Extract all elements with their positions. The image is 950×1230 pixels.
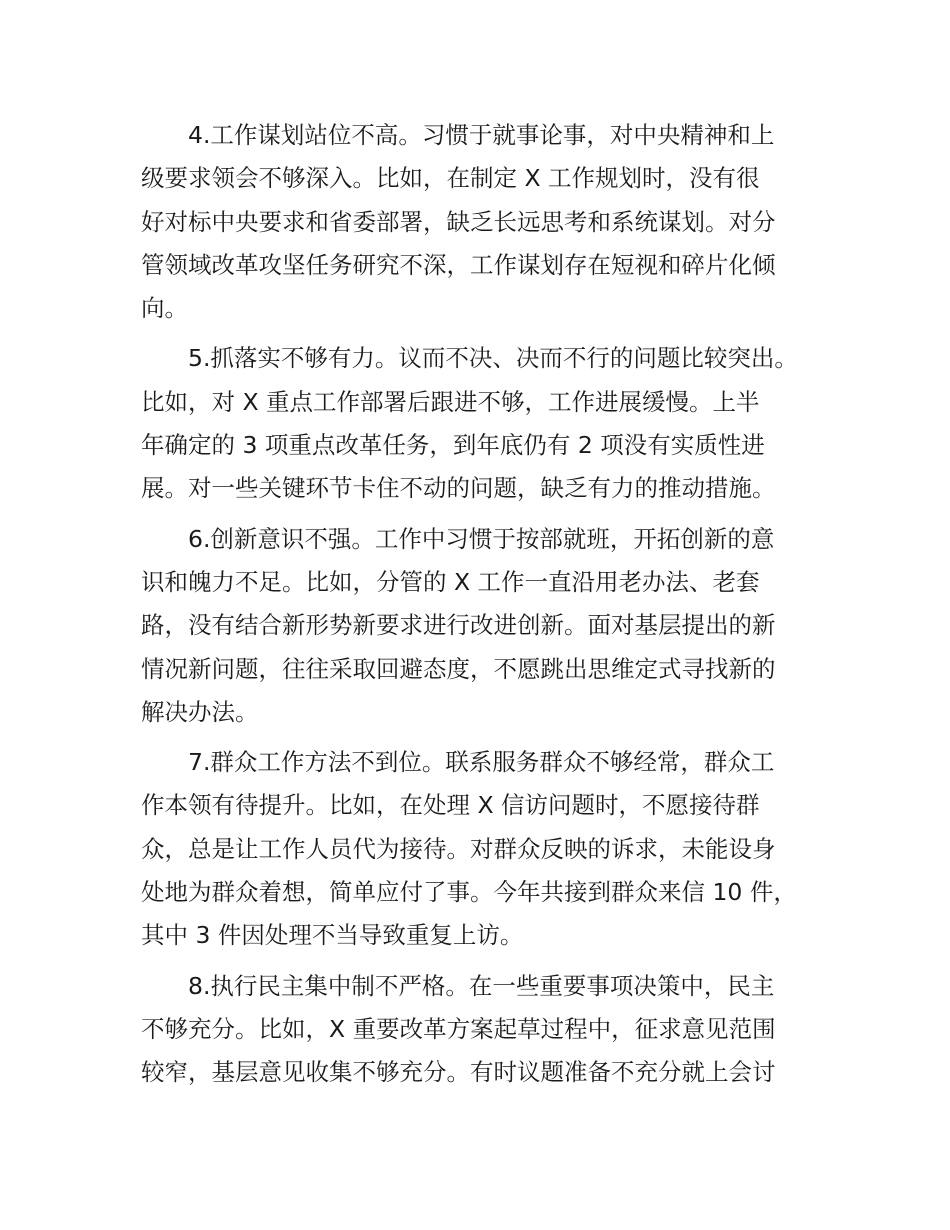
paragraph-4 [141, 114, 831, 330]
paragraph-8 [141, 965, 831, 1095]
text-line: 识和魄力不足。比如，分管的 X 工作一直沿用老办法、老套 [141, 567, 760, 596]
text-line: 情况新问题，往往采取回避态度，不愿跳出思维定式寻找新的 [141, 654, 776, 683]
text-line: 路，没有结合新形势新要求进行改进创新。面对基层提出的新 [141, 611, 776, 640]
paragraph-6 [141, 518, 831, 734]
text-line: 好对标中央要求和省委部署，缺乏长远思考和系统谋划。对分 [141, 207, 776, 236]
text-line: 其中 3 件因处理不当导致重复上访。 [141, 921, 524, 950]
text-line: 6.创新意识不强。工作中习惯于按部就班，开拓创新的意 [188, 524, 775, 553]
text-line: 解决办法。 [141, 697, 259, 726]
text-line: 众，总是让工作人员代为接待。对群众反映的诉求，未能设身 [141, 834, 776, 863]
text-line: 8.执行民主集中制不严格。在一些重要事项决策中，民主 [188, 971, 775, 1000]
text-line: 级要求领会不够深入。比如，在制定 X 工作规划时，没有很 [141, 164, 760, 193]
text-line: 作本领有待提升。比如，在处理 X 信访问题时，不愿接待群 [141, 791, 760, 820]
text-line: 5.抓落实不够有力。议而不决、决而不行的问题比较突出。 [188, 344, 798, 373]
text-line: 管领域改革攻坚任务研究不深，工作谋划存在短视和碎片化倾 [141, 250, 776, 279]
text-line: 不够充分。比如，X 重要改革方案起草过程中，征求意见范围 [141, 1014, 776, 1043]
paragraph-5 [141, 337, 831, 510]
text-line: 向。 [141, 294, 188, 323]
text-line: 4.工作谋划站位不高。习惯于就事论事，对中央精神和上 [188, 121, 775, 149]
paragraph-7 [141, 741, 831, 957]
text-line: 比如，对 X 重点工作部署后跟进不够，工作进展缓慢。上半 [141, 387, 760, 416]
text-line: 7.群众工作方法不到位。联系服务群众不够经常，群众工 [188, 748, 775, 777]
text-line: 处地为群众着想，简单应付了事。今年共接到群众来信 10 件， [141, 878, 797, 907]
text-line: 较窄，基层意见收集不够充分。有时议题准备不充分就上会讨 [141, 1058, 776, 1087]
document-body [141, 114, 831, 1102]
text-line: 年确定的 3 项重点改革任务，到年底仍有 2 项没有实质性进 [141, 431, 765, 460]
text-line: 展。对一些关键环节卡住不动的问题，缺乏有力的推动措施。 [141, 474, 776, 503]
